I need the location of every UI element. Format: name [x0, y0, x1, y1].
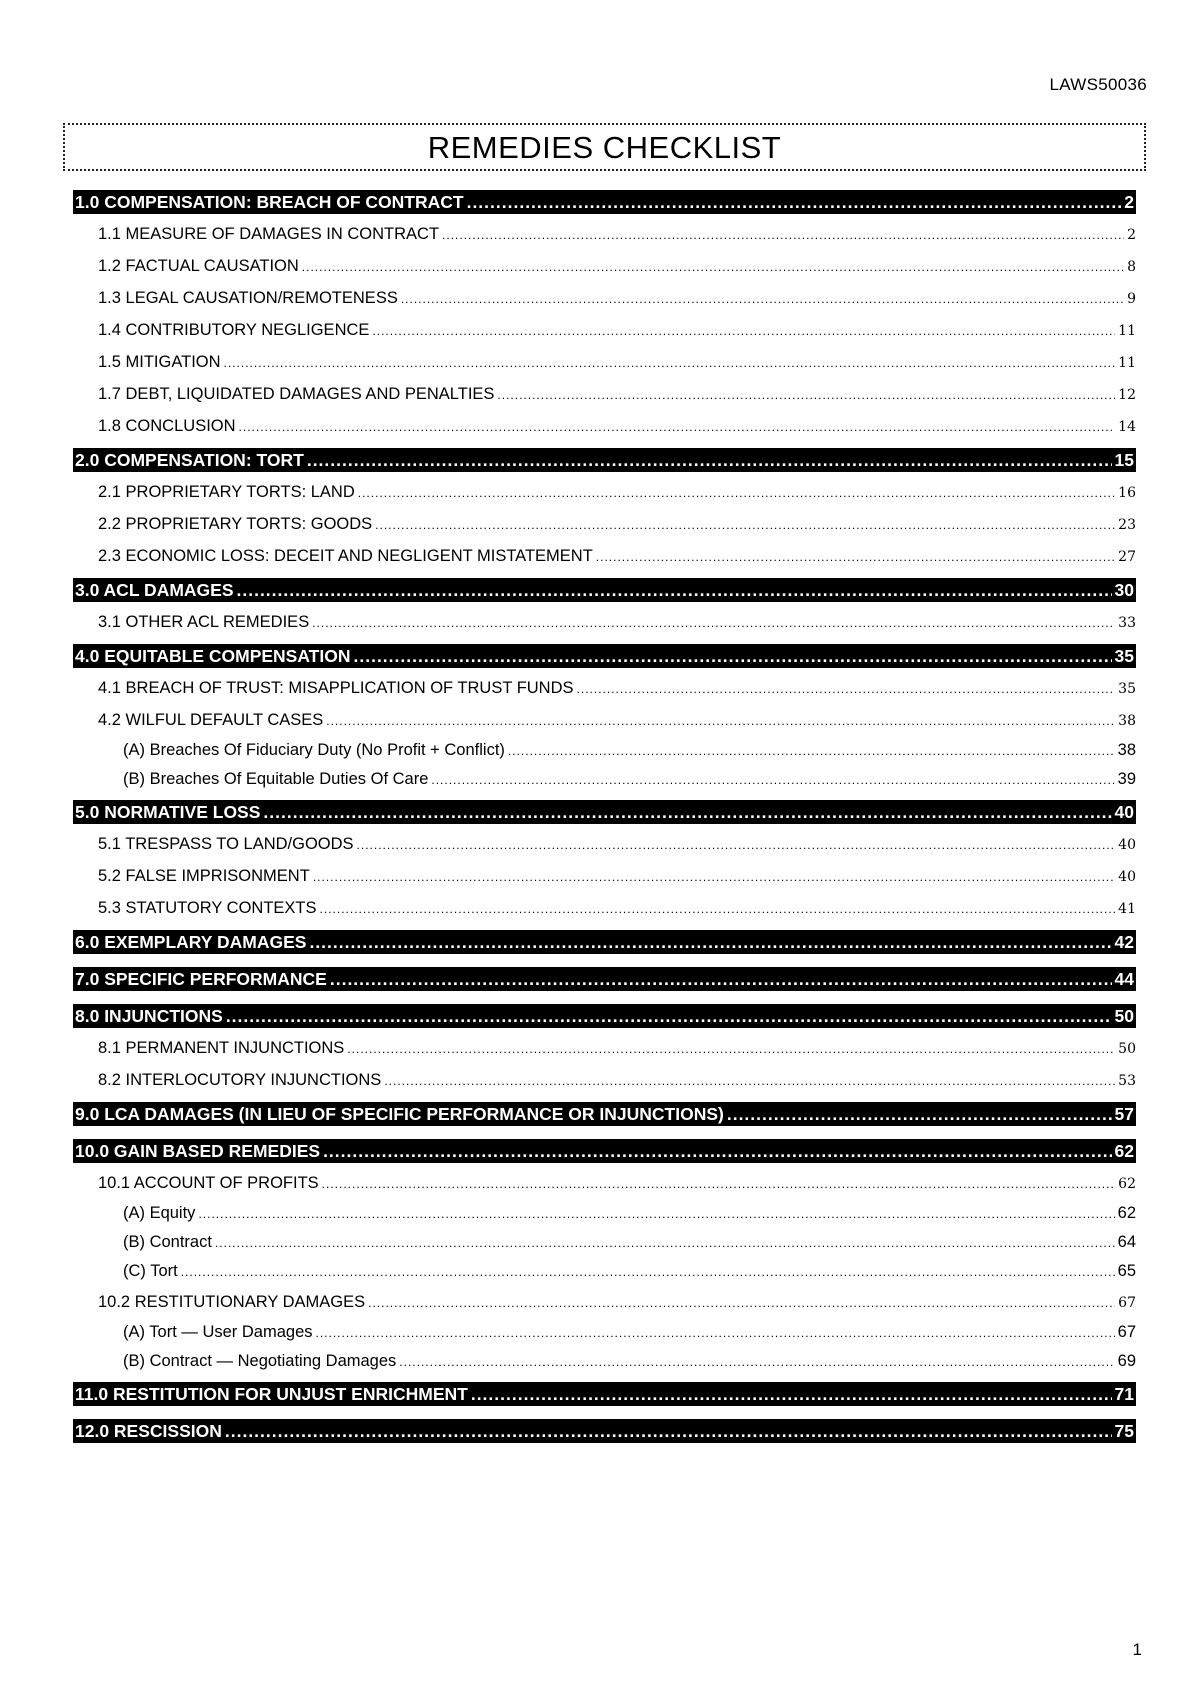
- toc-page-number: 65: [1117, 1262, 1136, 1280]
- dot-leader: [312, 607, 1115, 638]
- toc-subheading-row[interactable]: [73, 1064, 1136, 1096]
- dot-leader: [375, 509, 1115, 540]
- toc-page-number: 64: [1117, 1233, 1136, 1251]
- toc-page-number: 11: [1118, 323, 1136, 339]
- toc-page-number: 12: [1118, 387, 1136, 403]
- toc-label: 2.3 ECONOMIC LOSS: DECEIT AND NEGLIGENT MISTATEMENT: [98, 547, 593, 565]
- toc-label: 5.0 NORMATIVE LOSS: [75, 802, 261, 822]
- toc-page-number: 38: [1117, 741, 1136, 759]
- dot-leader: [596, 541, 1115, 572]
- toc-label: 4.2 WILFUL DEFAULT CASES: [98, 711, 324, 729]
- toc-page-number: 14: [1118, 419, 1136, 435]
- toc-label: 4.1 BREACH OF TRUST: MISAPPLICATION OF TRUST FUNDS: [98, 679, 574, 697]
- toc-label: 1.5 MITIGATION: [98, 353, 221, 371]
- toc-label: 8.1 PERMANENT INJUNCTIONS: [98, 1039, 345, 1057]
- dot-leader: [263, 800, 1111, 824]
- toc-page-number: 62: [1114, 1141, 1134, 1161]
- toc-label: 10.2 RESTITUTIONARY DAMAGES: [98, 1293, 366, 1311]
- toc-subheading-row[interactable]: [73, 1286, 1136, 1318]
- dot-leader: [239, 411, 1116, 442]
- dot-leader: [471, 1382, 1112, 1406]
- toc-label: (B) Contract — Negotiating Damages: [123, 1352, 397, 1370]
- dot-leader: [320, 893, 1116, 924]
- toc-subheading-row[interactable]: [73, 892, 1136, 924]
- toc-label: 1.2 FACTUAL CAUSATION: [98, 257, 299, 275]
- toc-subheading-row[interactable]: [73, 540, 1136, 572]
- dot-leader: [358, 477, 1115, 508]
- toc-page-number: 35: [1114, 646, 1134, 666]
- toc-heading-row[interactable]: [73, 1139, 1136, 1163]
- toc-page-number: 38: [1118, 713, 1136, 729]
- toc-page-number: 9: [1127, 291, 1136, 307]
- toc-label: 10.0 GAIN BASED REMEDIES: [75, 1141, 321, 1161]
- toc-label: 3.0 ACL DAMAGES: [75, 580, 234, 600]
- dot-leader: [224, 347, 1116, 378]
- dot-leader: [727, 1102, 1112, 1126]
- toc-label: 11.0 RESTITUTION FOR UNJUST ENRICHMENT: [75, 1384, 468, 1404]
- dot-leader: [226, 1004, 1112, 1028]
- toc-page-number: 41: [1118, 901, 1136, 917]
- toc-subheading-row[interactable]: [73, 314, 1136, 346]
- course-code: LAWS50036: [1049, 75, 1147, 94]
- dot-leader: [237, 578, 1112, 602]
- toc-label: 10.1 ACCOUNT OF PROFITS: [98, 1174, 319, 1192]
- toc-label: 6.0 EXEMPLARY DAMAGES: [75, 932, 307, 952]
- toc-page-number: 35: [1118, 681, 1136, 697]
- toc-heading-row[interactable]: [73, 800, 1136, 824]
- dot-leader: [302, 251, 1124, 282]
- toc-heading-row[interactable]: [73, 1419, 1136, 1443]
- toc-heading-row[interactable]: [73, 1102, 1136, 1126]
- dot-leader: [442, 219, 1124, 250]
- toc-page-number: 23: [1118, 517, 1136, 533]
- toc-label: 8.2 INTERLOCUTORY INJUNCTIONS: [98, 1071, 382, 1089]
- toc-heading-row[interactable]: [73, 967, 1136, 991]
- toc-label: 1.1 MEASURE OF DAMAGES IN CONTRACT: [98, 225, 440, 243]
- toc-page-number: 62: [1118, 1176, 1136, 1192]
- dot-leader: [215, 1229, 1115, 1257]
- dot-leader: [368, 1287, 1115, 1318]
- toc-label: (B) Contract: [123, 1233, 212, 1251]
- toc-page-number: 16: [1118, 485, 1136, 501]
- toc-label: 3.1 OTHER ACL REMEDIES: [98, 613, 310, 631]
- toc-label: 2.0 COMPENSATION: TORT: [75, 450, 304, 470]
- toc-page-number: 40: [1118, 869, 1136, 885]
- toc-label: 2.2 PROPRIETARY TORTS: GOODS: [98, 515, 373, 533]
- toc-page-number: 33: [1118, 615, 1136, 631]
- toc-heading-row[interactable]: [73, 644, 1136, 668]
- toc-subheading-row[interactable]: [73, 476, 1136, 508]
- dot-leader: [372, 315, 1115, 346]
- dot-leader: [497, 379, 1115, 410]
- table-of-contents: [73, 190, 1136, 1443]
- toc-label: 1.7 DEBT, LIQUIDATED DAMAGES AND PENALTIES: [98, 385, 495, 403]
- toc-label: 8.0 INJUNCTIONS: [75, 1006, 223, 1026]
- toc-label: 1.4 CONTRIBUTORY NEGLIGENCE: [98, 321, 370, 339]
- toc-heading-row[interactable]: [73, 578, 1136, 602]
- dot-leader: [577, 673, 1116, 704]
- toc-page-number: 62: [1117, 1204, 1136, 1222]
- dot-leader: [354, 644, 1112, 668]
- toc-subsubheading-row[interactable]: [73, 1228, 1136, 1257]
- toc-heading-row[interactable]: [73, 1004, 1136, 1028]
- toc-heading-row[interactable]: [73, 190, 1136, 214]
- toc-label: (B) Breaches Of Equitable Duties Of Care: [123, 770, 429, 788]
- toc-subsubheading-row[interactable]: [73, 1257, 1136, 1286]
- dot-leader: [316, 1319, 1115, 1347]
- toc-page-number: 44: [1114, 969, 1134, 989]
- dot-leader: [326, 705, 1115, 736]
- toc-heading-row[interactable]: [73, 930, 1136, 954]
- toc-page-number: 27: [1118, 549, 1136, 565]
- toc-page-number: 2: [1127, 227, 1136, 243]
- dot-leader: [198, 1200, 1114, 1228]
- toc-subheading-row[interactable]: [73, 346, 1136, 378]
- toc-label: 5.1 TRESPASS TO LAND/GOODS: [98, 835, 354, 853]
- page-number: 1: [1132, 1640, 1142, 1659]
- toc-label: (A) Tort — User Damages: [123, 1323, 313, 1341]
- toc-subsubheading-row[interactable]: [73, 765, 1136, 794]
- toc-page-number: 40: [1118, 837, 1136, 853]
- toc-page-number: 75: [1114, 1421, 1134, 1441]
- toc-page-number: 2: [1124, 192, 1134, 212]
- toc-subheading-row[interactable]: [73, 250, 1136, 282]
- toc-page-number: 67: [1117, 1323, 1136, 1341]
- toc-page-number: 11: [1118, 355, 1136, 371]
- toc-label: (A) Breaches Of Fiduciary Duty (No Profit + Conflict): [123, 741, 505, 759]
- toc-label: 7.0 SPECIFIC PERFORMANCE: [75, 969, 327, 989]
- toc-page-number: 40: [1114, 802, 1134, 822]
- dot-leader: [431, 766, 1114, 794]
- toc-page-number: 50: [1118, 1041, 1136, 1057]
- toc-label: (A) Equity: [123, 1204, 196, 1222]
- dot-leader: [357, 829, 1116, 860]
- toc-subsubheading-row[interactable]: [73, 1318, 1136, 1347]
- toc-subheading-row[interactable]: [73, 860, 1136, 892]
- toc-subheading-row[interactable]: [73, 508, 1136, 540]
- dot-leader: [307, 448, 1112, 472]
- toc-subheading-row[interactable]: [73, 282, 1136, 314]
- toc-page-number: 67: [1118, 1295, 1136, 1311]
- toc-page-number: 50: [1114, 1006, 1134, 1026]
- toc-subsubheading-row[interactable]: [73, 1347, 1136, 1376]
- toc-page-number: 71: [1114, 1384, 1134, 1404]
- dot-leader: [467, 190, 1122, 214]
- toc-subheading-row[interactable]: [73, 828, 1136, 860]
- toc-label: 5.2 FALSE IMPRISONMENT: [98, 867, 310, 885]
- toc-label: 1.3 LEGAL CAUSATION/REMOTENESS: [98, 289, 398, 307]
- toc-page-number: 42: [1114, 932, 1134, 952]
- toc-label: 1.0 COMPENSATION: BREACH OF CONTRACT: [75, 192, 464, 212]
- dot-leader: [384, 1065, 1115, 1096]
- toc-subheading-row[interactable]: [73, 704, 1136, 736]
- toc-subheading-row[interactable]: [73, 606, 1136, 638]
- title-box: [63, 123, 1146, 171]
- dot-leader: [225, 1419, 1112, 1443]
- toc-label: 9.0 LCA DAMAGES (IN LIEU OF SPECIFIC PERFORMANCE OR INJUNCTIONS): [75, 1104, 724, 1124]
- toc-subheading-row[interactable]: [73, 378, 1136, 410]
- dot-leader: [323, 1139, 1111, 1163]
- dot-leader: [313, 861, 1115, 892]
- toc-label: (C) Tort: [123, 1262, 178, 1280]
- toc-subheading-row[interactable]: [73, 218, 1136, 250]
- toc-subheading-row[interactable]: [73, 672, 1136, 704]
- toc-page-number: 8: [1127, 259, 1136, 275]
- dot-leader: [347, 1033, 1115, 1064]
- toc-page-number: 53: [1118, 1073, 1136, 1089]
- toc-page-number: 30: [1114, 580, 1134, 600]
- toc-subheading-row[interactable]: [73, 1167, 1136, 1199]
- toc-subsubheading-row[interactable]: [73, 736, 1136, 765]
- dot-leader: [309, 930, 1111, 954]
- page-title: REMEDIES CHECKLIST: [427, 130, 782, 165]
- toc-subsubheading-row[interactable]: [73, 1199, 1136, 1228]
- dot-leader: [322, 1168, 1116, 1199]
- toc-label: 1.8 CONCLUSION: [98, 417, 236, 435]
- toc-label: 4.0 EQUITABLE COMPENSATION: [75, 646, 351, 666]
- dot-leader: [181, 1258, 1115, 1286]
- toc-label: 12.0 RESCISSION: [75, 1421, 222, 1441]
- toc-page-number: 15: [1114, 450, 1134, 470]
- toc-subheading-row[interactable]: [73, 1032, 1136, 1064]
- dot-leader: [330, 967, 1112, 991]
- toc-label: 5.3 STATUTORY CONTEXTS: [98, 899, 317, 917]
- toc-heading-row[interactable]: [73, 1382, 1136, 1406]
- dot-leader: [399, 1348, 1114, 1376]
- toc-page-number: 69: [1117, 1352, 1136, 1370]
- dot-leader: [508, 737, 1115, 765]
- toc-label: 2.1 PROPRIETARY TORTS: LAND: [98, 483, 355, 501]
- toc-heading-row[interactable]: [73, 448, 1136, 472]
- toc-subheading-row[interactable]: [73, 410, 1136, 442]
- toc-page-number: 39: [1117, 770, 1136, 788]
- toc-page-number: 57: [1114, 1104, 1134, 1124]
- dot-leader: [401, 283, 1124, 314]
